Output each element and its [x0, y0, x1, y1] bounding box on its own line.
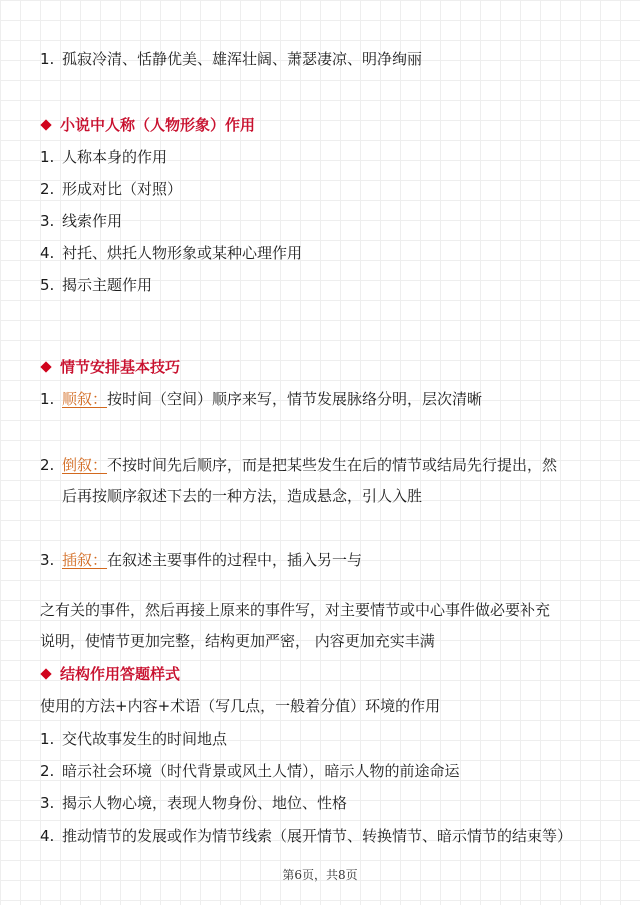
item-text: 后再按顺序叙述下去的一种方法，造成悬念，引人入胜 [62, 487, 423, 505]
item-text: 推动情节的发展或作为情节线索（展开情节、转换情节、暗示情节的结束等） [62, 827, 573, 845]
item-text: 交代故事发生的时间地点 [62, 730, 228, 748]
item-text: 暗示社会环境（时代背景或风土人情），暗示人物的前途命运 [62, 762, 460, 780]
paragraph-text: 说明，使情节更加完整，结构更加严密， 内容更加充实丰满 [40, 632, 435, 650]
item-number: 2. [40, 180, 55, 198]
paragraph-text: 之有关的事件，然后再接上原来的事件写，对主要情节或中心事件做必要补充 [40, 601, 551, 619]
list-item [40, 761, 460, 781]
list-item [40, 793, 347, 813]
list-item-continuation [62, 486, 422, 506]
item-text: 在叙述主要事件的过程中，插入另一与 [107, 551, 363, 569]
page-footer: 第6页，共8页 [282, 868, 358, 882]
item-text: 揭示人物心境，表现人物身份、地位、性格 [62, 794, 348, 812]
item-text: 线索作用 [62, 212, 123, 230]
list-item [40, 729, 227, 749]
section-heading-structure [40, 664, 180, 684]
item-number: 3. [40, 212, 55, 230]
list-item [40, 455, 557, 475]
list-item [40, 243, 302, 263]
paragraph-line [40, 600, 550, 620]
section-title: 结构作用答题样式 [60, 665, 181, 683]
list-item [40, 389, 482, 409]
list-item [40, 826, 572, 846]
intro-line [40, 696, 440, 716]
paragraph-line [40, 631, 435, 651]
item-text: 按时间（空间）顺序来写，情节发展脉络分明，层次清晰 [107, 390, 483, 408]
item-number: 1. [40, 148, 55, 166]
diamond-bullet-icon [40, 668, 51, 679]
list-item [40, 49, 422, 69]
list-item [40, 275, 152, 295]
section-heading-narrative-person [40, 115, 255, 135]
item-number: 5. [40, 276, 55, 294]
term-label: 顺叙： [62, 390, 108, 408]
item-text: 衬托、烘托人物形象或某种心理作用 [62, 244, 303, 262]
item-number: 4. [40, 827, 55, 845]
item-text: 形成对比（对照） [62, 180, 183, 198]
term-label: 倒叙： [62, 456, 108, 474]
diamond-bullet-icon [40, 361, 51, 372]
item-text: 人称本身的作用 [62, 148, 168, 166]
list-item [40, 211, 122, 231]
item-number: 3. [40, 551, 55, 569]
list-item [40, 147, 167, 167]
section-title: 小说中人称（人物形象）作用 [60, 116, 256, 134]
item-number: 1. [40, 50, 55, 68]
item-number: 3. [40, 794, 55, 812]
list-item [40, 179, 182, 199]
intro-text: 使用的方法+内容+术语（写几点，一般着分值）环境的作用 [40, 697, 441, 715]
item-text: 不按时间先后顺序，而是把某些发生在后的情节或结局先行提出，然 [107, 456, 558, 474]
item-number: 4. [40, 244, 55, 262]
term-label: 插叙： [62, 551, 108, 569]
section-heading-plot-techniques [40, 357, 180, 377]
list-item [40, 550, 362, 570]
item-number: 2. [40, 762, 55, 780]
item-number: 1. [40, 730, 55, 748]
diamond-bullet-icon [40, 119, 51, 130]
item-number: 1. [40, 390, 55, 408]
item-text: 揭示主题作用 [62, 276, 153, 294]
item-text: 孤寂冷清、恬静优美、雄浑壮阔、萧瑟凄凉、明净绚丽 [62, 50, 423, 68]
item-number: 2. [40, 456, 55, 474]
section-title: 情节安排基本技巧 [60, 358, 181, 376]
